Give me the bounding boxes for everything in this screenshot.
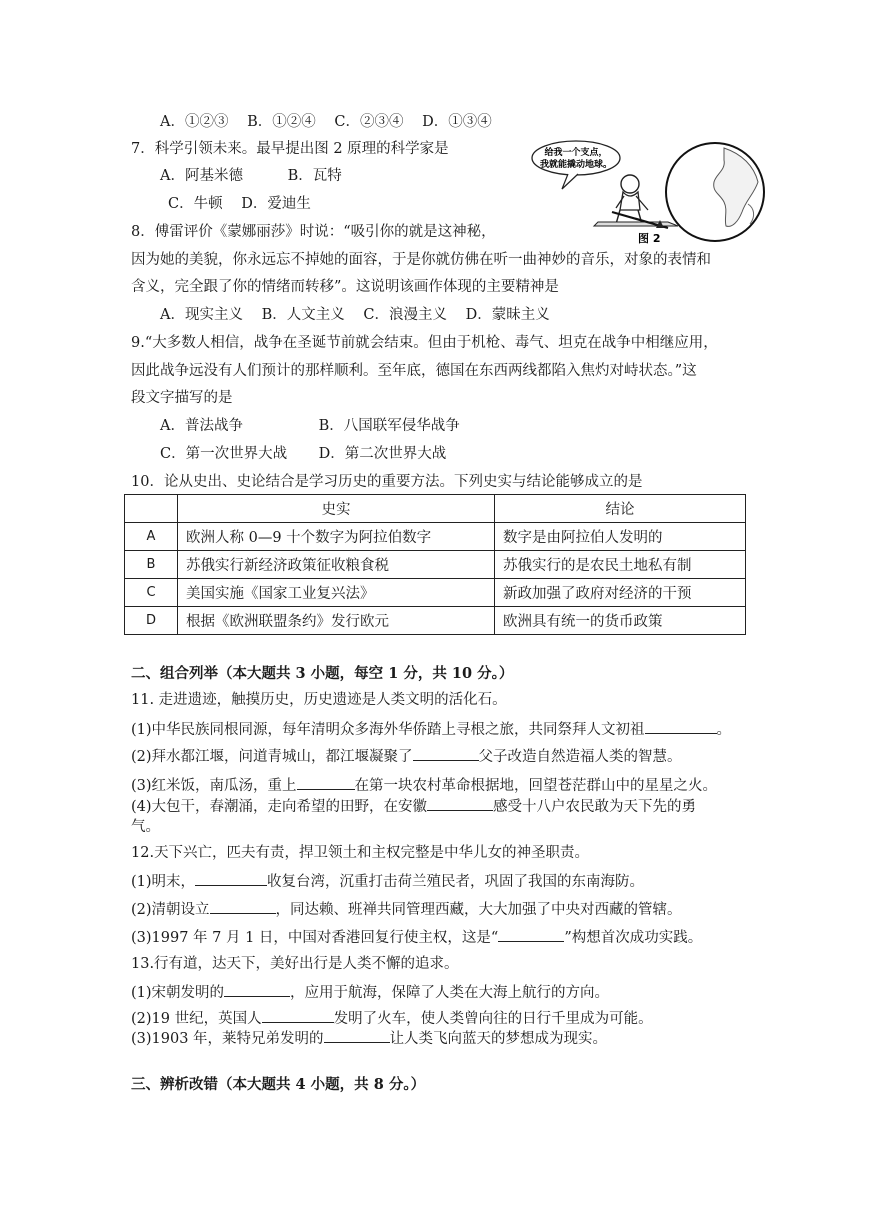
q12-item1-tail: 收复台湾，沉重打击荷兰殖民者，巩固了我国的东南海防。 xyxy=(267,874,645,890)
q11-item4-tail: 感受十八户农民敢为天下先的勇 xyxy=(493,799,697,815)
table-header-conclusion: 结论 xyxy=(495,495,746,523)
row-label: D xyxy=(125,607,178,635)
answer-blank[interactable] xyxy=(324,1028,390,1043)
q12-item2-text: (2)清朝设立 xyxy=(131,902,210,918)
q13-item2-tail: 发明了火车，使人类曾向往的日行千里成为可能。 xyxy=(333,1011,653,1027)
q6-option-a: A．①②③ xyxy=(160,114,229,130)
q10-stem: 10．论从史出、史论结合是学习历史的重要方法。下列史实与结论能够成立的是 xyxy=(131,474,643,490)
q11-item2 xyxy=(131,746,682,767)
q12-stem: 12.天下兴亡，匹夫有责，捍卫领土和主权完整是中华儿女的神圣职责。 xyxy=(131,845,590,861)
q11-stem: 11. 走进遗迹，触摸历史，历史遗迹是人类文明的活化石。 xyxy=(131,692,507,708)
section3-title: 三、辨析改错（本大题共 4 小题，共 8 分。） xyxy=(131,1076,426,1093)
q9-options-row2 xyxy=(160,444,460,464)
q8-line2: 因为她的美貌，你永远忘不掉她的面容，于是你就仿佛在听一曲神妙的音乐，对象的表情和 xyxy=(131,252,711,268)
q11-item3-text: (3)红米饭，南瓜汤，重上 xyxy=(131,778,297,794)
q9-line3: 段文字描写的是 xyxy=(131,390,233,406)
answer-blank[interactable] xyxy=(498,927,564,942)
table-row xyxy=(125,551,746,579)
section2-title: 二、组合列举（本大题共 3 小题，每空 1 分，共 10 分。） xyxy=(131,665,514,682)
q13-item3 xyxy=(131,1028,607,1049)
q8-line1: 8．傅雷评价《蒙娜丽莎》时说：“吸引你的就是这神秘， xyxy=(131,224,496,240)
q12-item1-text: (1)明末， xyxy=(131,874,196,890)
answer-blank[interactable] xyxy=(413,746,479,761)
q7-option-a: A．阿基米德 xyxy=(160,168,243,184)
q7-stem: 7．科学引领未来。最早提出图 2 原理的科学家是 xyxy=(131,141,449,157)
q8-option-d: D．蒙昧主义 xyxy=(465,307,550,323)
q12-item3-text: (3)1997 年 7 月 1 日，中国对香港回复行使主权，这是“ xyxy=(131,930,499,946)
q11-item2-tail: 父子改造自然造福人类的智慧。 xyxy=(478,749,682,765)
row-conclusion: 新政加强了政府对经济的干预 xyxy=(495,579,746,607)
q12-item1 xyxy=(131,871,644,892)
q13-stem: 13.行有道，达天下，美好出行是人类不懈的追求。 xyxy=(131,956,459,972)
q6-option-d: D．①③④ xyxy=(422,114,492,130)
q9-option-b: B．八国联军侵华战争 xyxy=(318,418,460,434)
q9-option-d: D．第二次世界大战 xyxy=(318,446,447,462)
q11-item1-text: (1)中华民族同根同源，每年清明众多海外华侨踏上寻根之旅，共同祭拜人文初祖 xyxy=(131,722,645,738)
q6-option-b: B．①②④ xyxy=(247,114,316,130)
row-label: A xyxy=(125,523,178,551)
answer-blank[interactable] xyxy=(195,871,267,886)
q6-options xyxy=(160,112,506,132)
q11-item4-text: (4)大包干，春潮涌，走向希望的田野，在安徽 xyxy=(131,799,428,815)
q13-item2 xyxy=(131,1008,653,1029)
q8-option-c: C．浪漫主义 xyxy=(363,307,447,323)
figure-caption: 图 2 xyxy=(638,232,661,245)
q7-options-row2 xyxy=(168,194,325,214)
row-fact: 欧洲人称 0—9 十个数字为阿拉伯数字 xyxy=(178,523,495,551)
q12-item2-tail: ，同达赖、班禅共同管理西藏，大大加强了中央对西藏的管辖。 xyxy=(275,902,682,918)
speech-line-1: 给我一个支点， xyxy=(544,148,608,158)
row-fact: 美国实施《国家工业复兴法》 xyxy=(178,579,495,607)
q6-option-c: C．②③④ xyxy=(334,114,404,130)
q9-option-a: A．普法战争 xyxy=(160,418,243,434)
row-conclusion: 苏俄实行的是农民土地私有制 xyxy=(495,551,746,579)
q7-options-row1 xyxy=(160,166,356,186)
table-row xyxy=(125,579,746,607)
figure-2-archimedes-lever xyxy=(528,134,768,246)
q11-item4-cont: 气。 xyxy=(131,819,160,835)
answer-blank[interactable] xyxy=(224,982,290,997)
row-label: B xyxy=(125,551,178,579)
q11-item3 xyxy=(131,775,717,796)
table-row xyxy=(125,523,746,551)
row-label: C xyxy=(125,579,178,607)
answer-blank[interactable] xyxy=(210,899,276,914)
row-conclusion: 数字是由阿拉伯人发明的 xyxy=(495,523,746,551)
q9-line1: 9.“大多数人相信，战争在圣诞节前就会结束。但由于机枪、毒气、坦克在战争中相继应用， xyxy=(131,335,718,351)
q7-option-b: B．瓦特 xyxy=(287,168,342,184)
q11-item1-tail: 。 xyxy=(716,722,732,738)
q13-item3-text: (3)1903 年，莱特兄弟发明的 xyxy=(131,1031,324,1047)
row-fact: 苏俄实行新经济政策征收粮食税 xyxy=(178,551,495,579)
answer-blank[interactable] xyxy=(262,1008,334,1023)
q7-option-d: D．爱迪生 xyxy=(241,196,311,212)
q13-item1-text: (1)宋朝发明的 xyxy=(131,985,225,1001)
q8-option-a: A．现实主义 xyxy=(160,307,243,323)
q11-item3-tail: 在第一块农村革命根据地，回望苍茫群山中的星星之火。 xyxy=(354,778,718,794)
table-row xyxy=(125,607,746,635)
answer-blank[interactable] xyxy=(645,719,717,734)
q11-item4 xyxy=(131,796,696,817)
q8-options xyxy=(160,305,564,325)
q13-item1-tail: ，应用于航海，保障了人类在大海上航行的方向。 xyxy=(290,985,610,1001)
q9-option-c: C．第一次世界大战 xyxy=(160,446,288,462)
q13-item1 xyxy=(131,982,609,1003)
lever-illustration xyxy=(528,134,768,246)
q12-item3-tail: ”构想首次成功实践。 xyxy=(564,930,703,946)
q13-item2-text: (2)19 世纪，英国人 xyxy=(131,1011,262,1027)
q12-item2 xyxy=(131,899,682,920)
row-conclusion: 欧洲具有统一的货币政策 xyxy=(495,607,746,635)
speech-line-2: 我就能撬动地球。 xyxy=(539,160,613,170)
table-header-facts: 史实 xyxy=(178,495,495,523)
history-table xyxy=(124,494,746,635)
table-header-blank xyxy=(125,495,178,523)
q8-line3: 含义，完全跟了你的情绪而转移”。这说明该画作体现的主要精神是 xyxy=(131,279,559,295)
q9-line2: 因此战争远没有人们预计的那样顺利。至年底，德国在东西两线都陷入焦灼对峙状态。”这 xyxy=(131,363,697,379)
table-header-row xyxy=(125,495,746,523)
q13-item3-tail: 让人类飞向蓝天的梦想成为现实。 xyxy=(389,1031,608,1047)
q7-option-c: C．牛顿 xyxy=(168,196,223,212)
q11-item2-text: (2)拜水都江堰，问道青城山，都江堰凝聚了 xyxy=(131,749,413,765)
q11-item1 xyxy=(131,719,731,740)
answer-blank[interactable] xyxy=(297,775,355,790)
q8-option-b: B．人文主义 xyxy=(261,307,345,323)
q9-options-row1 xyxy=(160,416,474,436)
row-fact: 根据《欧洲联盟条约》发行欧元 xyxy=(178,607,495,635)
q12-item3 xyxy=(131,927,702,948)
answer-blank[interactable] xyxy=(427,796,493,811)
